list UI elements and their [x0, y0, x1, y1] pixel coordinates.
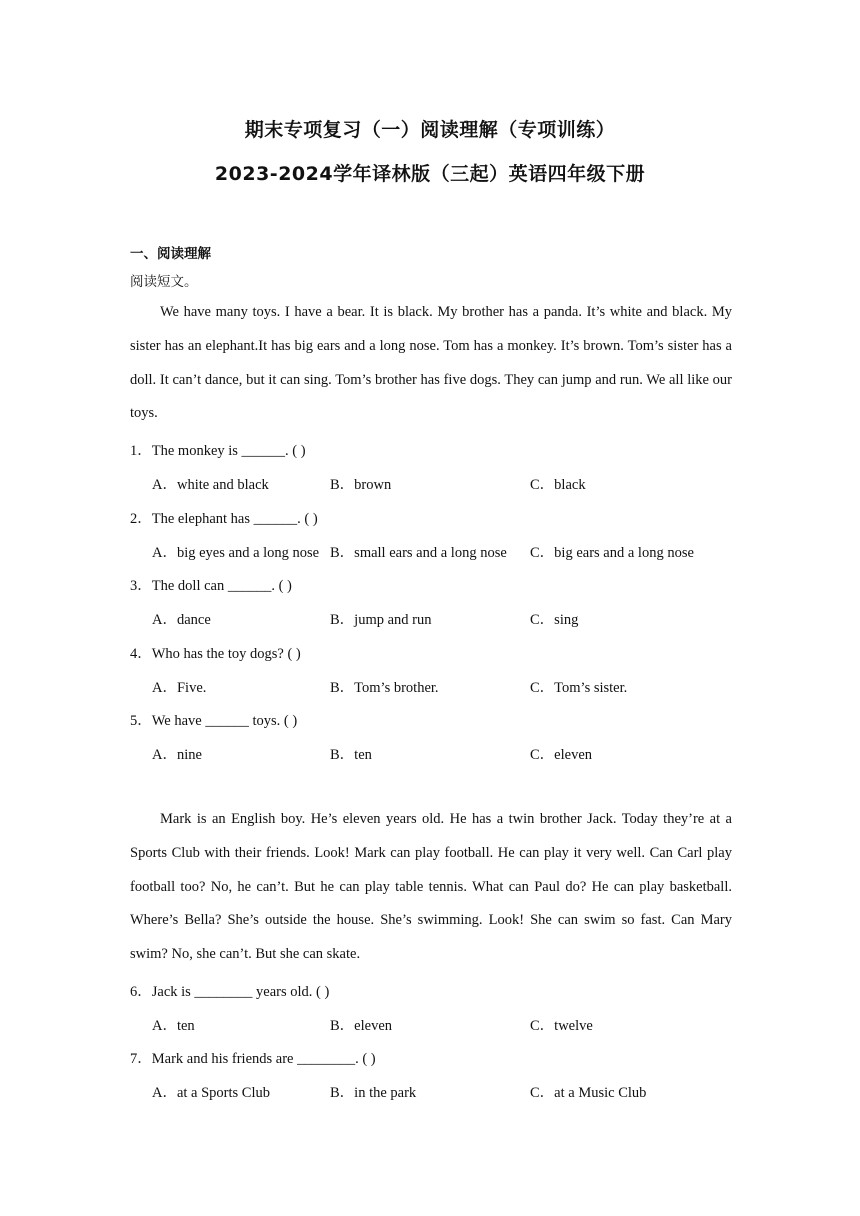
- question-6: 6．Jack is ________ years old. ( ): [130, 984, 330, 1000]
- question-1-option-c: C．black: [530, 477, 586, 493]
- question-2-option-b: B．small ears and a long nose: [330, 545, 507, 561]
- question-2-option-c: C．big ears and a long nose: [530, 545, 694, 561]
- question-5: 5．We have ______ toys. ( ): [130, 713, 298, 729]
- document-title: 期末专项复习（一）阅读理解（专项训练）: [244, 119, 616, 141]
- question-7-option-a: A．at a Sports Club: [152, 1085, 271, 1101]
- question-3: 3．The doll can ______. ( ): [130, 578, 292, 594]
- section-heading: 一、阅读理解: [130, 246, 211, 262]
- question-7-option-b: B．in the park: [330, 1085, 417, 1101]
- question-5-option-a: A．nine: [152, 747, 202, 763]
- reading-passage-1: We have many toys. I have a bear. It is black. My brother has a panda. It’s white and black. My sister has an elephant.It has big ears and a long nose. Tom has a monkey. It’s brown. Tom’s sister has a doll. It can’t dance, but it can sing. Tom’s brother has five dogs. They can jump and run. We all like our toys.: [130, 304, 732, 422]
- question-1-option-b: B．brown: [330, 477, 392, 493]
- question-3-option-b: B．jump and run: [330, 612, 432, 628]
- question-3-option-a: A．dance: [152, 612, 211, 628]
- question-2: 2．The elephant has ______. ( ): [130, 511, 318, 527]
- question-3-option-c: C．sing: [530, 612, 579, 628]
- question-4-option-b: B．Tom’s brother.: [330, 680, 439, 696]
- reading-passage-2: Mark is an English boy. He’s eleven years old. He has a twin brother Jack. Today they’re at a Sports Club with their friends. Look! Mark can play football. He can play it very well. Can Carl play football too? No, he can’t. But he can play table tennis. What can Paul do? He can play basketball. Where’s Bella? She’s outside the house. She’s swimming. Look! She can swim so fast. Can Mary swim? No, she can’t. But she can skate.: [130, 811, 732, 963]
- question-6-option-c: C．twelve: [530, 1018, 593, 1034]
- question-5-option-b: B．ten: [330, 747, 372, 763]
- question-4: 4．Who has the toy dogs? ( ): [130, 646, 301, 662]
- question-4-option-c: C．Tom’s sister.: [530, 680, 628, 696]
- question-2-option-a: A．big eyes and a long nose: [152, 545, 320, 561]
- question-1-option-a: A．white and black: [152, 477, 269, 493]
- question-6-option-a: A．ten: [152, 1018, 195, 1034]
- document-subtitle: 2023-2024学年译林版（三起）英语四年级下册: [214, 163, 646, 185]
- question-7: 7．Mark and his friends are ________. ( ): [130, 1051, 376, 1067]
- question-5-option-c: C．eleven: [530, 747, 593, 763]
- question-7-option-c: C．at a Music Club: [530, 1085, 647, 1101]
- question-4-option-a: A．Five.: [152, 680, 207, 696]
- question-1: 1．The monkey is ______. ( ): [130, 443, 306, 459]
- question-6-option-b: B．eleven: [330, 1018, 393, 1034]
- section-instruction: 阅读短文。: [130, 274, 198, 290]
